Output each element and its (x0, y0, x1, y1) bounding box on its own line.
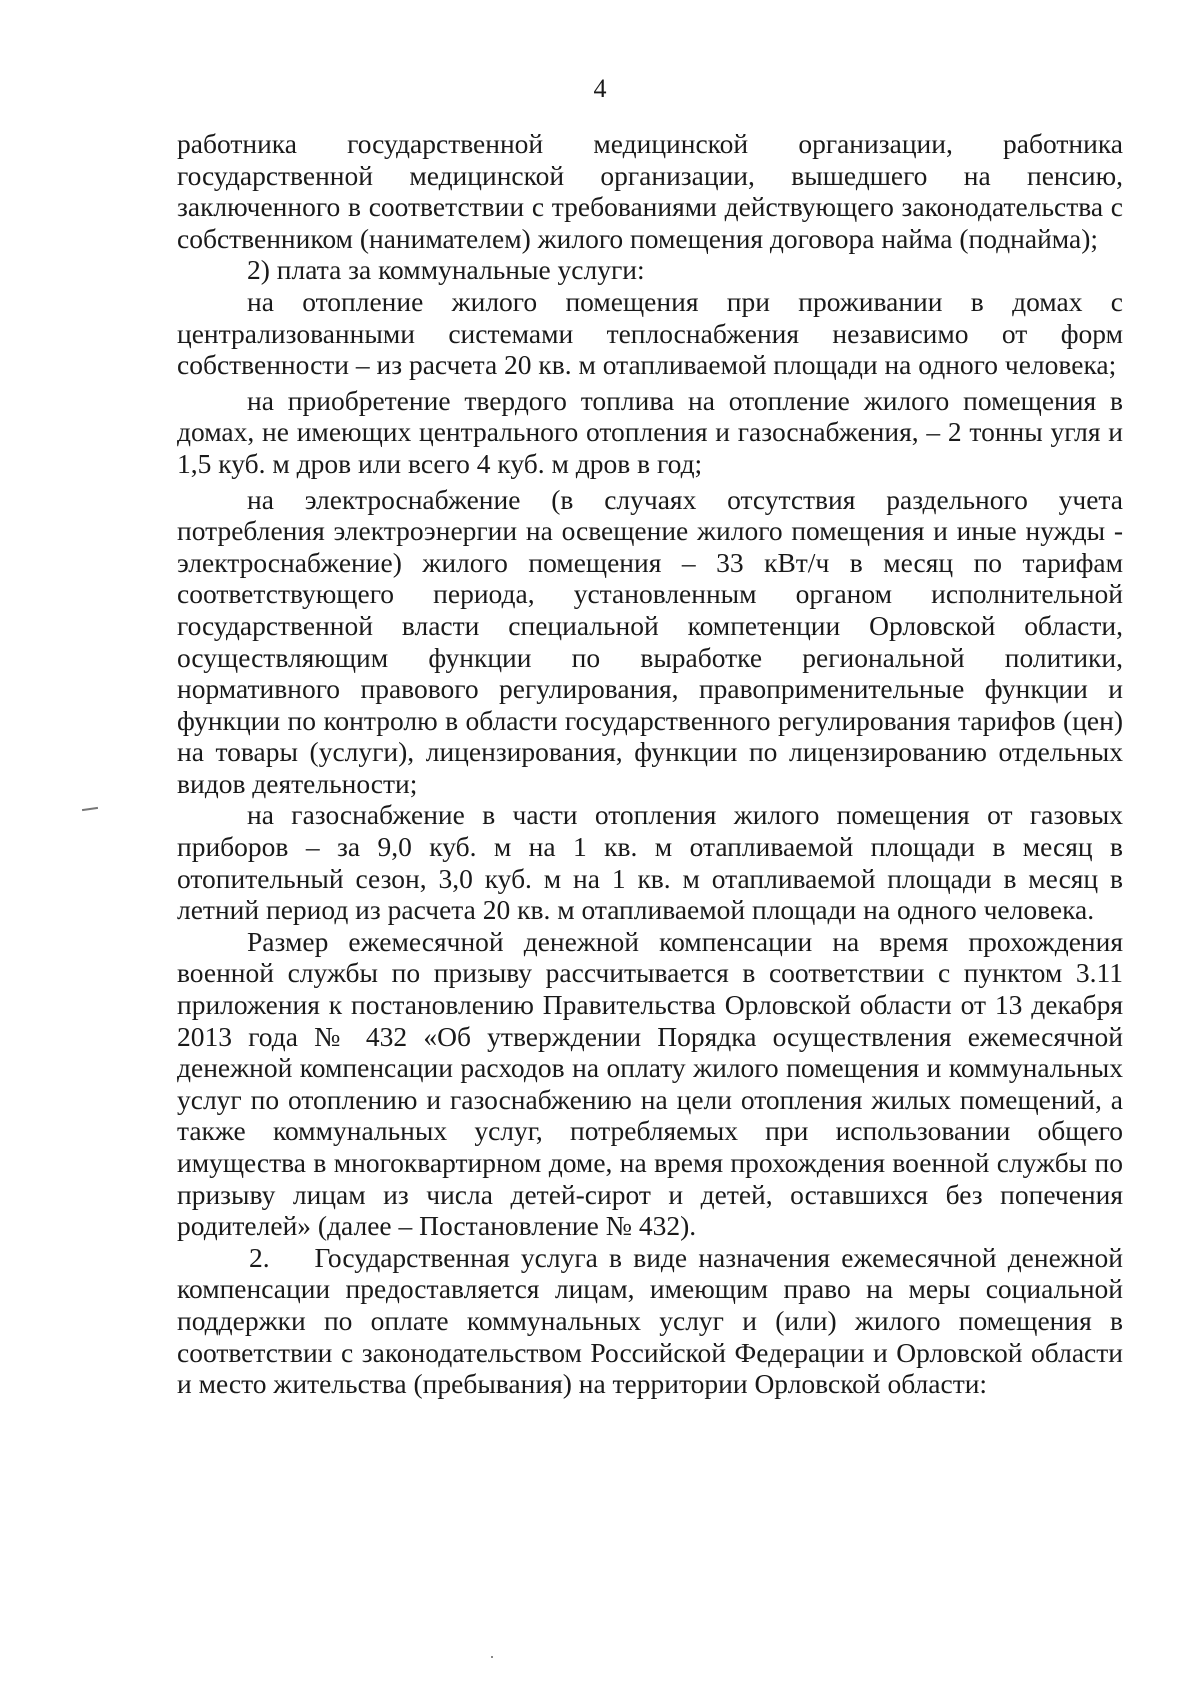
paragraph-gas-supply: на газоснабжение в части отопления жилого помещения от газовых приборов – за 9,0 куб. м на 1 кв. м отапливаемой площади в месяц в отопительный сезон, 3,0 куб. м на 1 кв. м отапливаемой площади в месяц в летний период из расчета 20 кв. м отапливаемой площади на одного человека. (177, 799, 1123, 926)
document-body (177, 128, 1130, 1400)
paragraph-employee-contract: работника государственной медицинской организации, работника государственной медицинской организации, вышедшего на пенсию, заключенного в соответствии с требованиями действующего законодательства с собственником (нанимателем) жилого помещения договора найма (поднайма); (177, 128, 1123, 254)
paragraph-item-2: 2. Государственная услуга в виде назначения ежемесячной денежной компенсации предоставляется лицам, имеющим право на меры социальной поддержки по оплате коммунальных услуг и (или) жилого помещения в соответствии с законодательством Российской Федерации и Орловской области и место жительства (пребывания) на территории Орловской области: (177, 1241, 1130, 1400)
paragraph-utilities-heading: 2) плата за коммунальные услуги: (247, 254, 645, 286)
paragraph-central-heating: на отопление жилого помещения при проживании в домах с централизованными системами теплоснабжения независимо от форм собственности – из расчета 20 кв. м отапливаемой площади на одного человека; (177, 285, 1123, 381)
paragraph-solid-fuel: на приобретение твердого топлива на отопление жилого помещения в домах, не имеющих центрального отопления и газоснабжения, – 2 тонны угля и 1,5 куб. м дров или всего 4 куб. м дров в год; (177, 384, 1123, 479)
paragraph-electricity: на электроснабжение (в случаях отсутствия раздельного учета потребления электроэнергии на освещение жилого помещения и иные нужды - электроснабжение) жилого помещения – 33 кВт/ч в месяц по тарифам соответствующего периода, установленным органом исполнительной государственной власти специальной компетенции Орловской области, осуществляющим функции по выработке региональной политики, нормативного правового регулирования, правоприменительные функции и функции по контролю в области государственного регулирования тарифов (цен) на товары (услуги), лицензирования, функции по лицензированию отдельных видов деятельности; (177, 483, 1123, 799)
paragraph-compensation-size: Размер ежемесячной денежной компенсации на время прохождения военной службы по призыву рассчитывается в соответствии с пунктом 3.11 приложения к постановлению Правительства Орловской области от 13 декабря 2013 года № 432 «Об утверждении Порядка осуществления ежемесячной денежной компенсации расходов на оплату жилого помещения и коммунальных услуг по отоплению и газоснабжению на цели отопления жилых помещений, а также коммунальных услуг, потребляемых при использовании общего имущества в многоквартирном доме, на время прохождения военной службы по призыву лицам из числа детей-сирот и детей, оставшихся без попечения родителей» (далее – Постановление № 432). (177, 925, 1123, 1242)
page-number: 4 (593, 74, 607, 103)
scan-artifact-dot (491, 1656, 493, 1658)
scan-artifact-mark (82, 807, 98, 811)
